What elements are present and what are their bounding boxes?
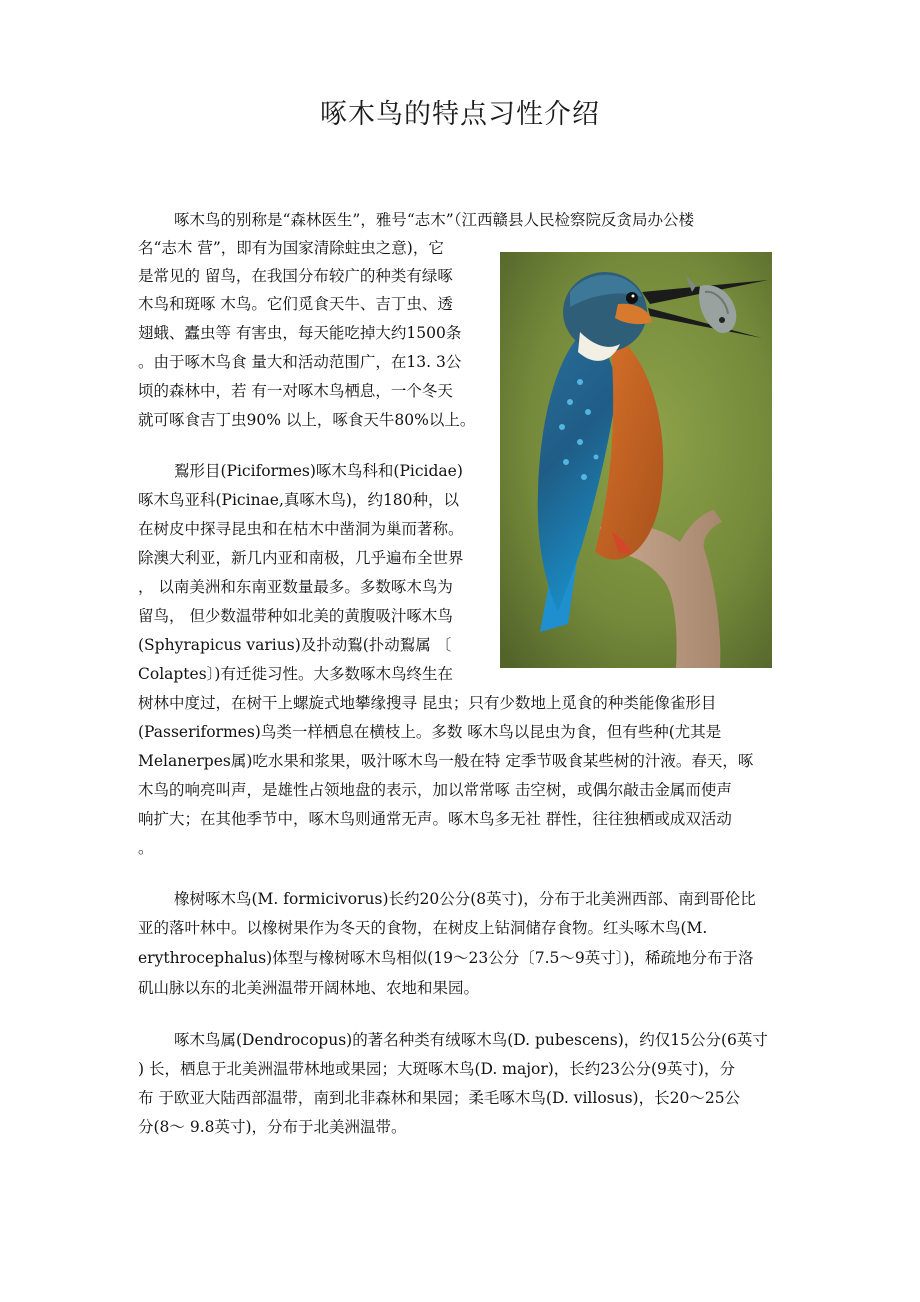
paragraph-2-line: 鴷形目(Piciformes)啄木鸟科和(Picidae)	[174, 462, 463, 480]
paragraph-1-line: 啄木鸟的别称是“森林医生”，雅号“志木”（江西赣县人民检察院反贪局办公楼	[174, 211, 694, 229]
paragraph-1-line: 就可啄食吉丁虫90% 以上，啄食天牛80%以上。	[138, 411, 476, 429]
paragraph-2-line: (Passeriformes)鸟类一样栖息在横枝上。多数 啄木鸟以昆虫为食，但有些种(尤其是	[138, 723, 722, 741]
paragraph-3-line: 橡树啄木鸟(M. formicivorus)长约20公分(8英寸)，分布于北美洲西部、南到哥伦比	[174, 890, 756, 908]
paragraph-4-line: 啄木鸟属(Dendrocopus)的著名种类有绒啄木鸟(D. pubescens)，约仅15公分(6英寸	[174, 1031, 768, 1049]
paragraph-1-line: 顷的森林中，若 有一对啄木鸟栖息，一个冬天	[138, 382, 453, 400]
paragraph-3-line: 矶山脉以东的北美洲温带开阔林地、农地和果园。	[138, 979, 480, 997]
paragraph-1-line: 木鸟和斑啄 木鸟。它们觅食天牛、吉丁虫、透	[138, 295, 453, 313]
paragraph-1-line: 翅蛾、蠹虫等 有害虫，每天能吃掉大约1500条	[138, 324, 462, 342]
paragraph-2-line: (Sphyrapicus varius)及扑动鴷(扑动鴷属 〔	[138, 636, 452, 654]
paragraph-1-line: 。由于啄木鸟食 量大和活动范围广，在13. 3公	[138, 353, 462, 371]
paragraph-2-line: 响扩大；在其他季节中，啄木鸟则通常无声。啄木鸟多无社 群性，往往独栖或成双活动	[138, 810, 732, 828]
paragraph-2-line: 留鸟， 但少数温带种如北美的黄腹吸汁啄木鸟	[138, 607, 453, 625]
paragraph-2-line: ， 以南美洲和东南亚数量最多。多数啄木鸟为	[138, 578, 453, 596]
paragraph-2-line: 树林中度过，在树干上螺旋式地攀缘搜寻 昆虫；只有少数地上觅食的种类能像雀形目	[138, 694, 717, 712]
page-title: 啄木鸟的特点习性介绍	[320, 99, 600, 130]
paragraph-4-line: 分(8～ 9.8英寸)，分布于北美洲温带。	[138, 1118, 407, 1136]
paragraph-3-line: 亚的落叶林中。以橡树果作为冬天的食物，在树皮上钻洞储存食物。红头啄木鸟(M.	[138, 919, 708, 937]
paragraph-3-line: erythrocephalus)体型与橡树啄木鸟相似(19～23公分〔7.5～9英寸〕)，稀疏地分布于洛	[138, 949, 754, 967]
paragraph-2-line: Melanerpes属)吃水果和浆果，吸汁啄木鸟一般在特 定季节吸食某些树的汁液。春天，啄	[138, 752, 754, 770]
paragraph-2-line: Colaptes〕)有迁徙习性。大多数啄木鸟终生在	[138, 665, 453, 683]
paragraph-2-line: 木鸟的响亮叫声，是雄性占领地盘的表示，加以常常啄 击空树，或偶尔敲击金属而使声	[138, 781, 732, 799]
paragraph-2-line: 。	[138, 839, 154, 857]
paragraph-2-line: 除澳大利亚，新几内亚和南极，几乎遍布全世界	[138, 549, 464, 567]
paragraph-1-line: 是常见的 留鸟，在我国分布较广的种类有绿啄	[138, 267, 453, 285]
paragraph-2-line: 啄木鸟亚科(Picinae,真啄木鸟)，约180种，以	[138, 491, 460, 509]
paragraph-1-line: 名“志木 营”，即有为国家清除蛀虫之意)，它	[138, 239, 444, 257]
paragraph-4-line: 布 于欧亚大陆西部温带，南到北非森林和果园；柔毛啄木鸟(D. villosus)，长20～25公	[138, 1089, 741, 1107]
kingfisher-photo	[500, 252, 772, 668]
paragraph-2-line: 在树皮中探寻昆虫和在枯木中凿洞为巢而著称。	[138, 520, 464, 538]
paragraph-4-line: ) 长，栖息于北美洲温带林地或果园；大斑啄木鸟(D. major)，长约23公分(9英寸)，分	[138, 1060, 735, 1078]
